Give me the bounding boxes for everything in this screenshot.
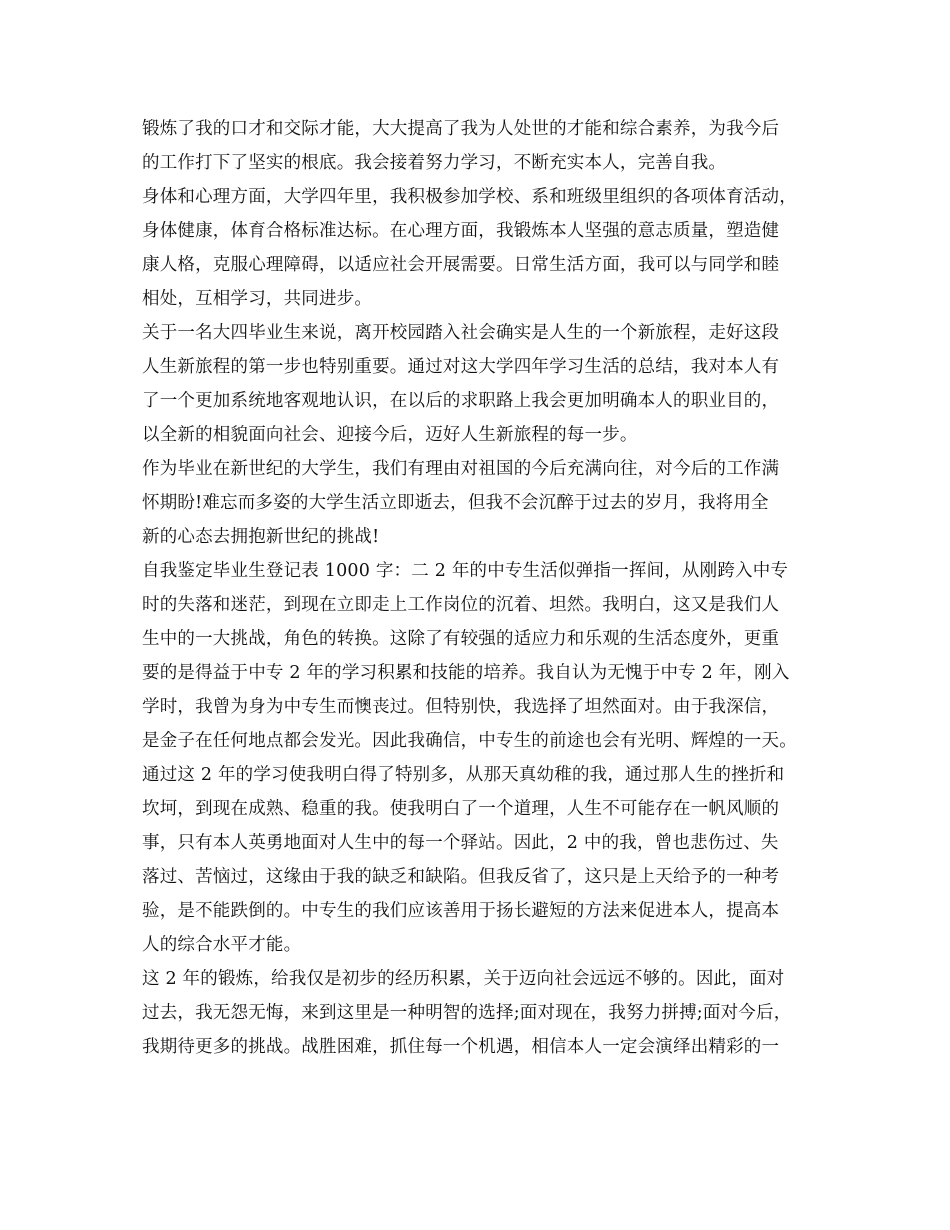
text-line: 了一个更加系统地客观地认识，在以后的求职路上我会更加明确本人的职业目的， [142, 391, 780, 411]
text-line: 怀期盼!难忘而多姿的大学生活立即逝去，但我不会沉醉于过去的岁月，我将用全 [142, 493, 769, 513]
text-line: 通过这 2 年的学习使我明白得了特别多，从那天真幼稚的我，通过那人生的挫折和 [142, 765, 785, 785]
text-line: 锻炼了我的口才和交际才能，大大提高了我为人处世的才能和综合素养，为我今后 [142, 119, 780, 139]
text-line: 这 2 年的锻炼，给我仅是初步的经历积累，关于迈向社会远远不够的。因此，面对 [142, 969, 785, 989]
text-line: 要的是得益于中专 2 年的学习积累和技能的培养。我自认为无愧于中专 2 年，刚入 [142, 663, 790, 683]
text-line: 过去，我无怨无悔，来到这里是一种明智的选择;面对现在，我努力拼搏;面对今后， [142, 1003, 792, 1023]
text-line: 事，只有本人英勇地面对人生中的每一个驿站。因此，2 中的我，曾也悲伤过、失 [142, 833, 779, 853]
text-line: 坎坷，到现在成熟、稳重的我。使我明白了一个道理，人生不可能存在一帆风顺的 [142, 799, 780, 819]
text-line: 的工作打下了坚实的根底。我会接着努力学习，不断充实本人，完善自我。 [142, 153, 727, 173]
text-line: 相处，互相学习，共同进步。 [142, 289, 373, 309]
text-line: 新的心态去拥抱新世纪的挑战! [142, 527, 380, 547]
text-line: 验，是不能跌倒的。中专生的我们应该善用于扬长避短的方法来促进本人，提高本 [142, 901, 780, 921]
text-line: 自我鉴定毕业生登记表 1000 字：二 2 年的中专生活似弹指一挥间，从刚跨入中专 [142, 561, 789, 581]
text-line: 人的综合水平才能。 [142, 935, 302, 955]
text-line: 时的失落和迷茫，到现在立即走上工作岗位的沉着、坦然。我明白，这又是我们人 [142, 595, 780, 615]
text-line: 以全新的相貌面向社会、迎接今后，迈好人生新旅程的每一步。 [142, 425, 638, 445]
text-line: 生中的一大挑战，角色的转换。这除了有较强的适应力和乐观的生活态度外，更重 [142, 629, 780, 649]
text-line: 我期待更多的挑战。战胜困难，抓住每一个机遇，相信本人一定会演绎出精彩的一 [142, 1037, 780, 1057]
text-line: 关于一名大四毕业生来说，离开校园踏入社会确实是人生的一个新旅程，走好这段 [142, 323, 780, 343]
text-line: 作为毕业在新世纪的大学生，我们有理由对祖国的今后充满向往，对今后的工作满 [142, 459, 780, 479]
document-body [142, 112, 832, 1064]
text-line: 是金子在任何地点都会发光。因此我确信，中专生的前途也会有光明、辉煌的一天。 [142, 731, 797, 751]
text-line: 落过、苦恼过，这缘由于我的缺乏和缺陷。但我反省了，这只是上天给予的一种考 [142, 867, 780, 887]
text-line: 学时，我曾为身为中专生而懊丧过。但特别快，我选择了坦然面对。由于我深信， [142, 697, 780, 717]
text-line: 身体和心理方面，大学四年里，我积极参加学校、系和班级里组织的各项体育活动， [142, 187, 797, 207]
text-line: 康人格，克服心理障碍，以适应社会开展需要。日常生活方面，我可以与同学和睦 [142, 255, 780, 275]
text-line: 人生新旅程的第一步也特别重要。通过对这大学四年学习生活的总结，我对本人有 [142, 357, 780, 377]
text-line: 身体健康，体育合格标准达标。在心理方面，我锻炼本人坚强的意志质量，塑造健 [142, 221, 780, 241]
